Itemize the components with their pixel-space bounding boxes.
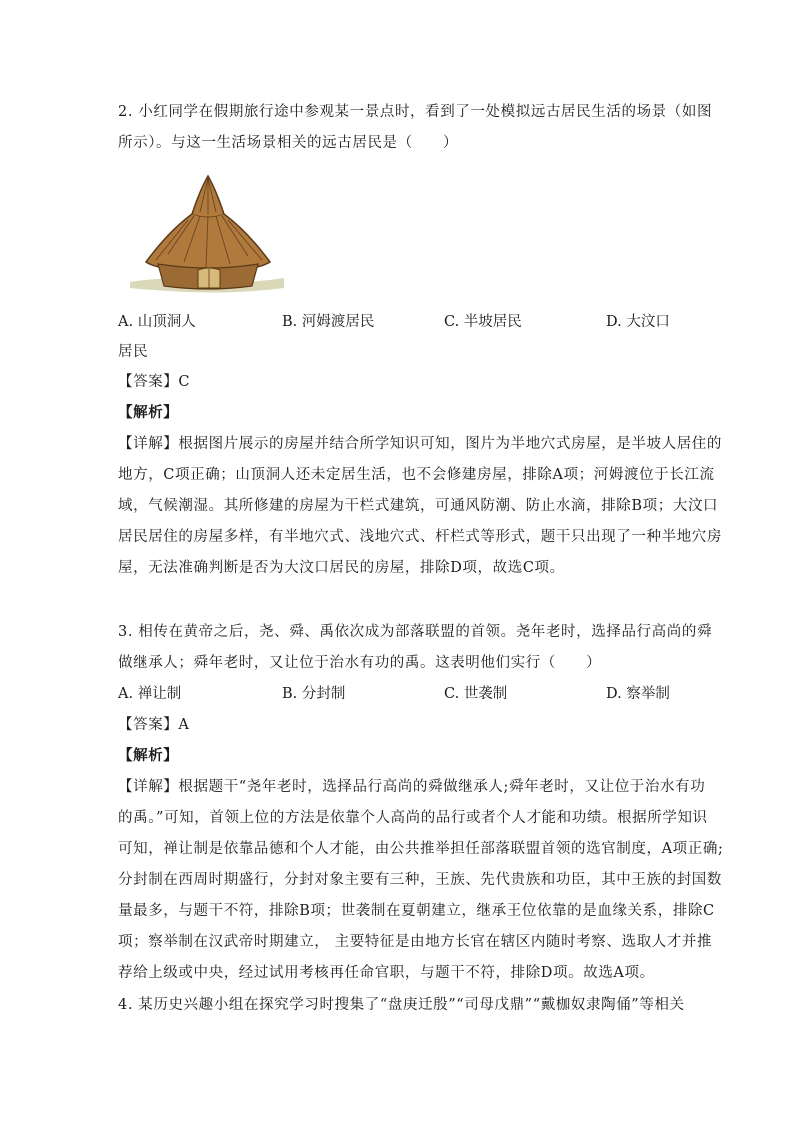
q2-detail-line: 【详解】根据图片展示的房屋并结合所学知识可知，图片为半地穴式房屋，是半坡人居住的: [118, 436, 722, 452]
q2-detail-line: 域，气候潮湿。其所修建的房屋为干栏式建筑，可通风防潮、防止水滴，排除B项；大汶口: [118, 498, 719, 514]
q3-answer: 【答案】A: [118, 717, 190, 733]
q3-detail-line: 项；察举制在汉武帝时期建立， 主要特征是由地方长官在辖区内随时考察、选取人才并推: [118, 934, 713, 950]
q2-stem-line2: 所示）。与这一生活场景相关的远古居民是（ ）: [118, 135, 459, 151]
q3-option-b: B. 分封制: [282, 686, 346, 702]
q3-detail-line: 可知，禅让制是依靠品德和个人才能，由公共推举担任部落联盟首领的选官制度，A项正确;: [118, 841, 724, 857]
q3-detail-line: 【详解】根据题干“尧年老时，选择品行高尚的舜做继承人;舜年老时，又让位于治水有功: [118, 779, 706, 795]
q3-detail-line: 的禹。”可知，首领上位的方法是依靠个人高尚的品行或者个人才能和功绩。根据所学知识: [118, 810, 708, 826]
q2-analysis-label: 【解析】: [118, 404, 179, 421]
q2-option-a: A. 山顶洞人: [118, 314, 196, 330]
q3-detail-line: 荐给上级或中央，经过试用考核再任命官职，与题干不符，排除D项。故选A项。: [118, 965, 655, 981]
q2-detail-line: 屋，无法准确判断是否为大汶口居民的房屋，排除D项，故选C项。: [118, 560, 565, 576]
q2-stem-line1: 2. 小红同学在假期旅行途中参观某一景点时，看到了一处模拟远古居民生活的场景（如图: [118, 104, 713, 120]
q2-option-d-wrap: 居民: [118, 344, 149, 360]
q2-option-d: D. 大汶口: [606, 314, 670, 330]
q3-option-c: C. 世袭制: [444, 686, 508, 702]
q2-detail-line: 地方，C项正确；山顶洞人还未定居生活，也不会修建房屋，排除A项；河姆渡位于长江流: [118, 467, 715, 483]
q2-option-b: B. 河姆渡居民: [282, 314, 375, 330]
q3-stem-line1: 3. 相传在黄帝之后，尧、舜、禹依次成为部落联盟的首领。尧年老时，选择品行高尚的舜: [118, 624, 713, 640]
q2-detail-line: 居民居住的房屋多样，有半地穴式、浅地穴式、杆栏式等形式，题干只出现了一种半地穴房: [118, 529, 722, 545]
thatched-hut-illustration: [128, 170, 288, 300]
q3-stem-line2: 做继承人；舜年老时，又让位于治水有功的禹。这表明他们实行（ ）: [118, 655, 602, 671]
q2-answer: 【答案】C: [118, 374, 191, 390]
q4-stem-line1: 4. 某历史兴趣小组在探究学习时搜集了“盘庚迁殷”“司母戊鼎”“戴枷奴隶陶俑”等相关: [118, 997, 685, 1013]
q2-option-c: C. 半坡居民: [444, 314, 522, 330]
q3-detail-line: 量最多，与题干不符，排除B项；世袭制在夏朝建立，继承王位依靠的是血缘关系，排除C: [118, 903, 715, 919]
q3-option-a: A. 禅让制: [118, 686, 182, 702]
q3-option-d: D. 察举制: [606, 686, 670, 702]
q3-detail-line: 分封制在西周时期盛行，分封对象主要有三种，王族、先代贵族和功臣，其中王族的封国数: [118, 872, 722, 888]
q3-analysis-label: 【解析】: [118, 747, 179, 764]
